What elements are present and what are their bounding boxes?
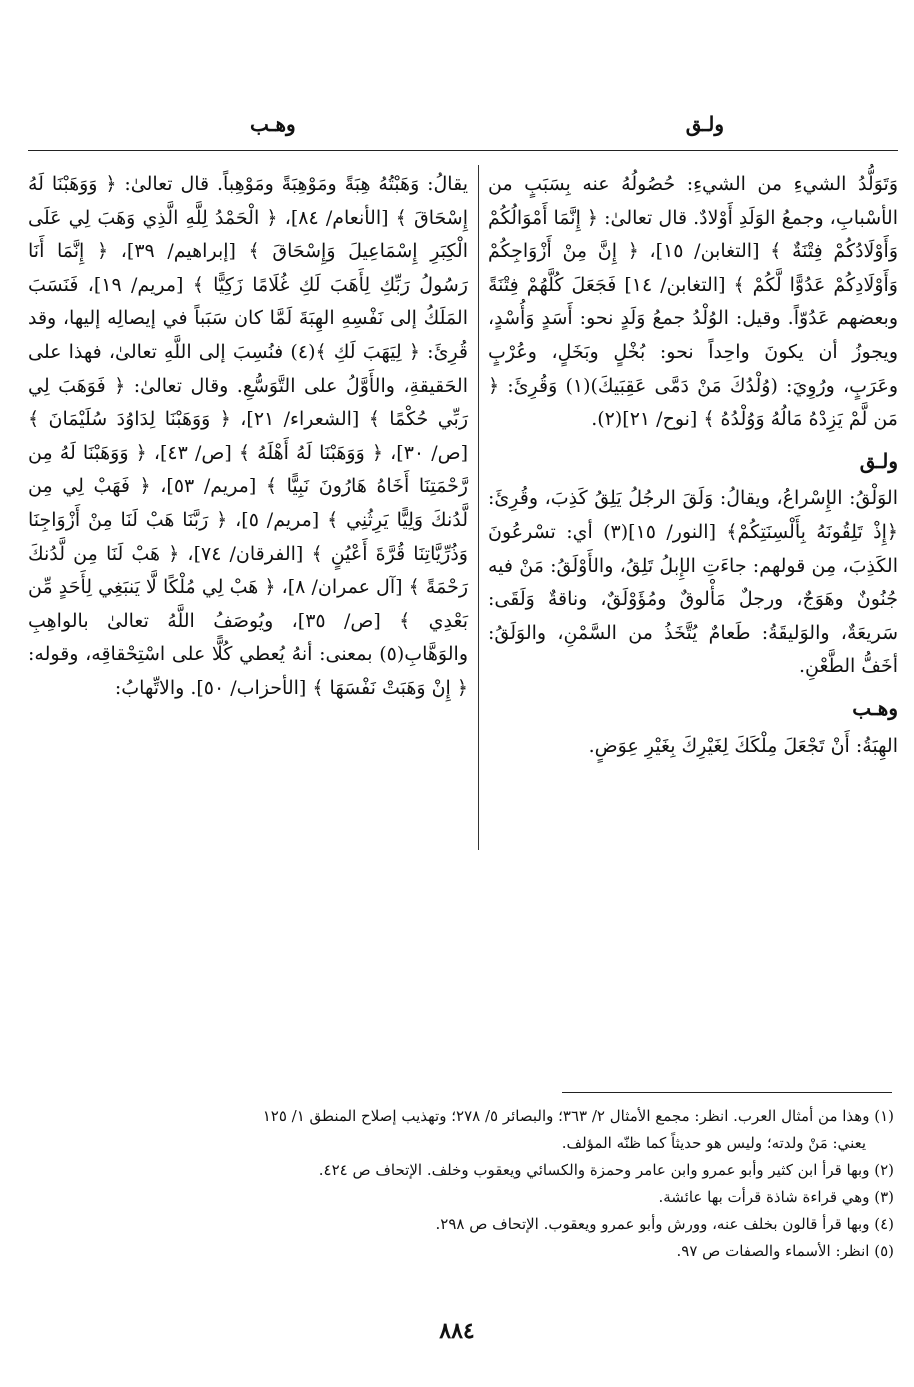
footnote-1: (١) وهذا من أمثال العرب. انظر: مجمع الأمثال ٢/ ٣٦٣؛ والبصائر ٥/ ٢٧٨؛ وتهذيب إصلاح المنطق ١/ ١٢٥ [262, 1107, 894, 1125]
header-rule [28, 150, 898, 151]
footnotes [30, 1103, 894, 1265]
footnote-2: (٢) وبها قرأ ابن كثير وأبو عمرو وابن عامر وحمزة والكسائي ويعقوب وخلف. الإتحاف ص ٤٢٤. [318, 1161, 894, 1179]
footnote-rule [562, 1092, 892, 1093]
subheading-wahab: وهـب [852, 695, 898, 720]
footnote-1-cont: يعني: مَنْ ولدته؛ وليس هو حديثاً كما ظنّه المؤلف. [561, 1134, 866, 1152]
right-column [488, 168, 898, 763]
running-header-left: وهـب [250, 112, 296, 136]
footnote-5: (٥) انظر: الأسماء والصفات ص ٩٧. [676, 1242, 894, 1260]
right-paragraph-walaq: الوَلْقُ: الإِسْراعُ، ويقالُ: وَلَقَ الرجُلُ يَلِقُ كَذِبَ، وقُرِئَ: ﴿إِذْ تَلِقُونَهُ بِأَلْسِنَتِكُمْ﴾ [النور/ ١٥](٣) أي: تسْرعُونَ الكَذِبَ، مِن قولهم: جاءَتِ الإِبلُ تَلِقُ، والأَوْلَقُ: مَنْ فيه جُنُونٌ وهَوَجٌ، ورجلٌ مَأْلوقٌ ومُؤَوْلَقٌ، وناقةٌ وَلَقَى: سَريعَةٌ، والوَليقَةُ: طَعامٌ يُتَّخَذُ من السَّمْنِ، والوَلَقُ: أخَفُّ الطَّعْنِ. [488, 487, 899, 678]
column-divider [478, 165, 479, 850]
running-header-right: ولـق [685, 112, 724, 136]
page-number: ٨٨٤ [439, 1318, 475, 1344]
left-paragraph: يقالُ: وَهَبْتُهُ هِبَةً ومَوْهِبَةً ومَوْهِباً. قال تعالىٰ: ﴿ وَوَهَبْنَا لَهُ إِسْحَاقَ ﴾ [الأنعام/ ٨٤]، ﴿ الْحَمْدُ لِلَّهِ الَّذِي وَهَبَ لِي عَلَى الْكِبَرِ إِسْمَاعِيلَ وَإِسْحَاقَ ﴾ [إبراهيم/ ٣٩]، ﴿ إِنَّمَا أَنَا رَسُولُ رَبِّكِ لِأَهَبَ لَكِ غُلَامًا زَكِيًّا ﴾ [مريم/ ١٩]، فَنَسَبَ المَلَكُ إلى نَفْسِهِ الهِبَةَ لَمَّا كان سَبَباً في إيصالِه إليها، وقد قُرِئَ: ﴿ لِيَهَبَ لَكِ ﴾(٤) فنُسِبَ إلى اللَّهِ تعالىٰ، فهذا على الحَقيقةِ، والأَوَّلُ على التَّوَسُّعِ. وقال تعالىٰ: ﴿ فَوَهَبَ لِي رَبِّي حُكْمًا ﴾ [الشعراء/ ٢١]، ﴿ وَوَهَبْنَا لِدَاوُدَ سُلَيْمَانَ ﴾ [ص/ ٣٠]، ﴿ وَوَهَبْنَا لَهُ أَهْلَهُ ﴾ [ص/ ٤٣]، ﴿ وَوَهَبْنَا لَهُ مِن رَّحْمَتِنَا أَخَاهُ هَارُونَ نَبِيًّا ﴾ [مريم/ ٥٣]، ﴿ فَهَبْ لِي مِن لَّدُنكَ وَلِيًّا يَرِثُنِي ﴾ [مريم/ ٥]، ﴿ رَبَّنَا هَبْ لَنَا مِنْ أَزْوَاجِنَا وَذُرِّيَّاتِنَا قُرَّةَ أَعْيُنٍ ﴾ [الفرقان/ ٧٤]، ﴿ هَبْ لَنَا مِن لَّدُنكَ رَحْمَةً ﴾ [آل عمران/ ٨]، ﴿ هَبْ لِي مُلْكًا لَّا يَنبَغِي لِأَحَدٍ مِّن بَعْدِي ﴾ [ص/ ٣٥]، ويُوصَفُ اللَّهُ تعالىٰ بالواهِبِ والوَهَّابِ(٥) بمعنى: أنهُ يُعطي كُلًّا على اسْتِحْقاقِه، وقوله: ﴿ إِنْ وَهَبَتْ نَفْسَهَا ﴾ [الأحزاب/ ٥٠]. والاتِّهابُ: [28, 173, 469, 699]
left-column [28, 168, 468, 706]
right-paragraph-1: وَتَوَلُّدُ الشيءِ من الشيءِ: حُصُولُهُ عنه بِسَبَبٍ من الأسْبابِ، وجمعُ الوَلَدِ أَوْلادٌ. قال تعالىٰ: ﴿ إِنَّمَا أَمْوَالُكُمْ وَأَوْلَادُكُمْ فِتْنَةٌ ﴾ [التغابن/ ١٥]، ﴿ إِنَّ مِنْ أَزْوَاجِكُمْ وَأَوْلَادِكُمْ عَدُوًّا لَّكُمْ ﴾ [التغابن/ ١٤] فَجَعَلَ كُلَّهُمْ فِتْنَةً وبعضهم عَدُوّاً. وقيل: الوُلْدُ جمعُ وَلَدٍ نحو: أَسَدٍ وَأُسْدٍ، ويجوزُ أن يكونَ واحِداً نحو: بُخْلٍ وبَخَلٍ، وعُرْبٍ وعَرَبٍ، ورُوِيَ: (وُلْدُكَ مَنْ دَمَّى عَقِبَيكَ)(١) وَقُرِئَ: ﴿ مَن لَّمْ يَزِدْهُ مَالُهُ وَوُلْدُهُ ﴾ [نوح/ ٢١](٢). [488, 173, 899, 431]
footnote-4: (٤) وبها قرأ قالون بخلف عنه، وورش وأبو عمرو ويعقوب. الإتحاف ص ٢٩٨. [435, 1215, 894, 1233]
footnote-3: (٣) وهي قراءة شاذة قرأت بها عائشة. [658, 1188, 894, 1206]
right-paragraph-wahab: الهِبَةُ: أَنْ تَجْعَلَ مِلْكَكَ لِغَيْرِكَ بِغَيْرِ عِوَضٍ. [588, 734, 898, 757]
subheading-walaq: ولـق [859, 448, 898, 473]
